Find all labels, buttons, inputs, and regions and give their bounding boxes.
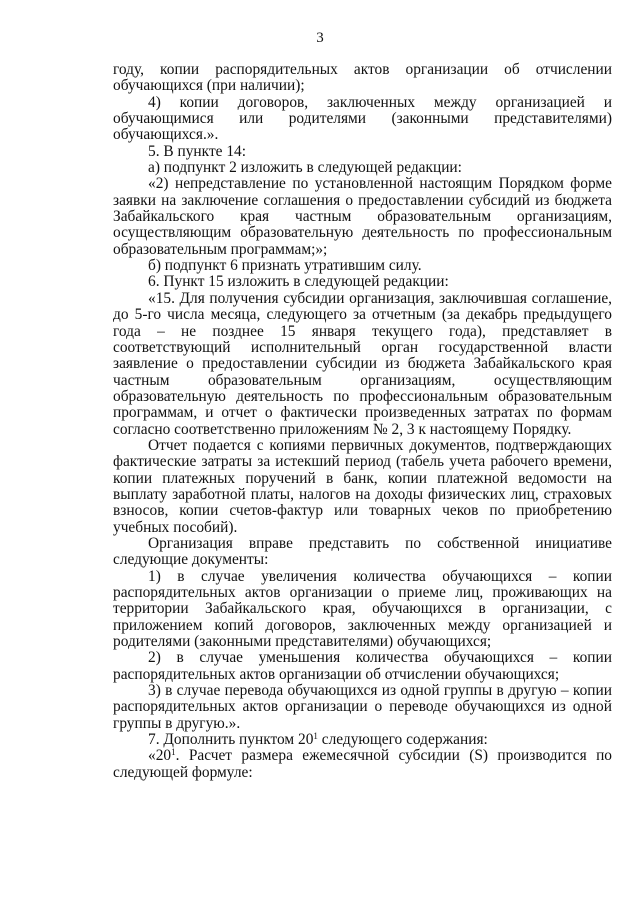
- paragraph: 3) в случае перевода обучающихся из одной группы в другую – копии распорядительных актов организации о переводе обучающихся из одной группы в другую.».: [113, 682, 612, 732]
- paragraph: 2) в случае уменьшения количества обучающихся – копии распорядительных актов организации об отчислении обучающихся;: [113, 649, 612, 683]
- paragraph: 1) в случае увеличения количества обучающихся – копии распорядительных актов организации о приеме лиц, проживающих на территории Забайкальского края, обучающихся в организации, с приложением копий договоров, заключенных между организацией и родителями (законными представителями) обучающихся;: [113, 567, 612, 651]
- superscript: 1: [171, 747, 176, 758]
- paragraph-item-7: [113, 732, 612, 748]
- paragraph: «15. Для получения субсидии организация, заключившая соглашение, до 5-го числа месяца, следующего за отчетным (за декабрь предыдущего года – не позднее 15 января текущего года), представляет в соответствующий исполнительный орган государственной власти заявление о предоставлении субсидии из бюджета Забайкальского края частным образовательным организациям, осуществляющим образовательную деятельность по профессиональным образовательным программам, и отчет о фактически произведенных затратах по формам согласно соответственно приложениям № 2, 3 к настоящему Порядку.: [113, 289, 612, 438]
- page-number: 3: [316, 30, 324, 46]
- paragraph: «2) непредставление по установленной настоящим Порядком форме заявки на заключение соглашения о предоставлении субсидий из бюджета Забайкальского края частным образовательным организациям, осуществляющим образовательную деятельность по профессиональным образовательным программам;»;: [113, 175, 612, 258]
- item20-text-before: «20: [148, 747, 172, 765]
- superscript: 1: [313, 731, 318, 742]
- paragraph: а) подпункт 2 изложить в следующей редакции:: [148, 159, 462, 177]
- item7-text-before: 7. Дополнить пунктом 20: [148, 731, 314, 749]
- paragraph: б) подпункт 6 признать утратившим силу.: [148, 257, 422, 275]
- document-body: [113, 62, 612, 781]
- paragraph: 6. Пункт 15 изложить в следующей редакции:: [148, 273, 449, 291]
- paragraph: 4) копии договоров, заключенных между организацией и обучающимися или родителями (законными представителями) обучающихся.».: [113, 93, 612, 144]
- paragraph-item-20: [113, 748, 612, 781]
- paragraph: 5. В пункте 14:: [148, 142, 247, 160]
- paragraph: Организация вправе представить по собственной инициативе следующие документы:: [113, 534, 612, 569]
- item7-text-after: следующего содержания:: [317, 731, 488, 749]
- item20-text-after: . Расчет размера ежемесячной субсидии (S) производится по следующей формуле:: [113, 747, 612, 781]
- paragraph: Отчет подается с копиями первичных документов, подтверждающих фактические затраты за истекший период (табель учета рабочего времени, копии платежных поручений в банк, копии платежной ведомости на выплату заработной платы, налогов на доходы физических лиц, страховых взносов, копии счетов-фактур или товарных чеков по приобретению учебных пособий).: [113, 436, 612, 536]
- paragraph: году, копии распорядительных актов организации об отчислении обучающихся (при наличии);: [113, 61, 612, 95]
